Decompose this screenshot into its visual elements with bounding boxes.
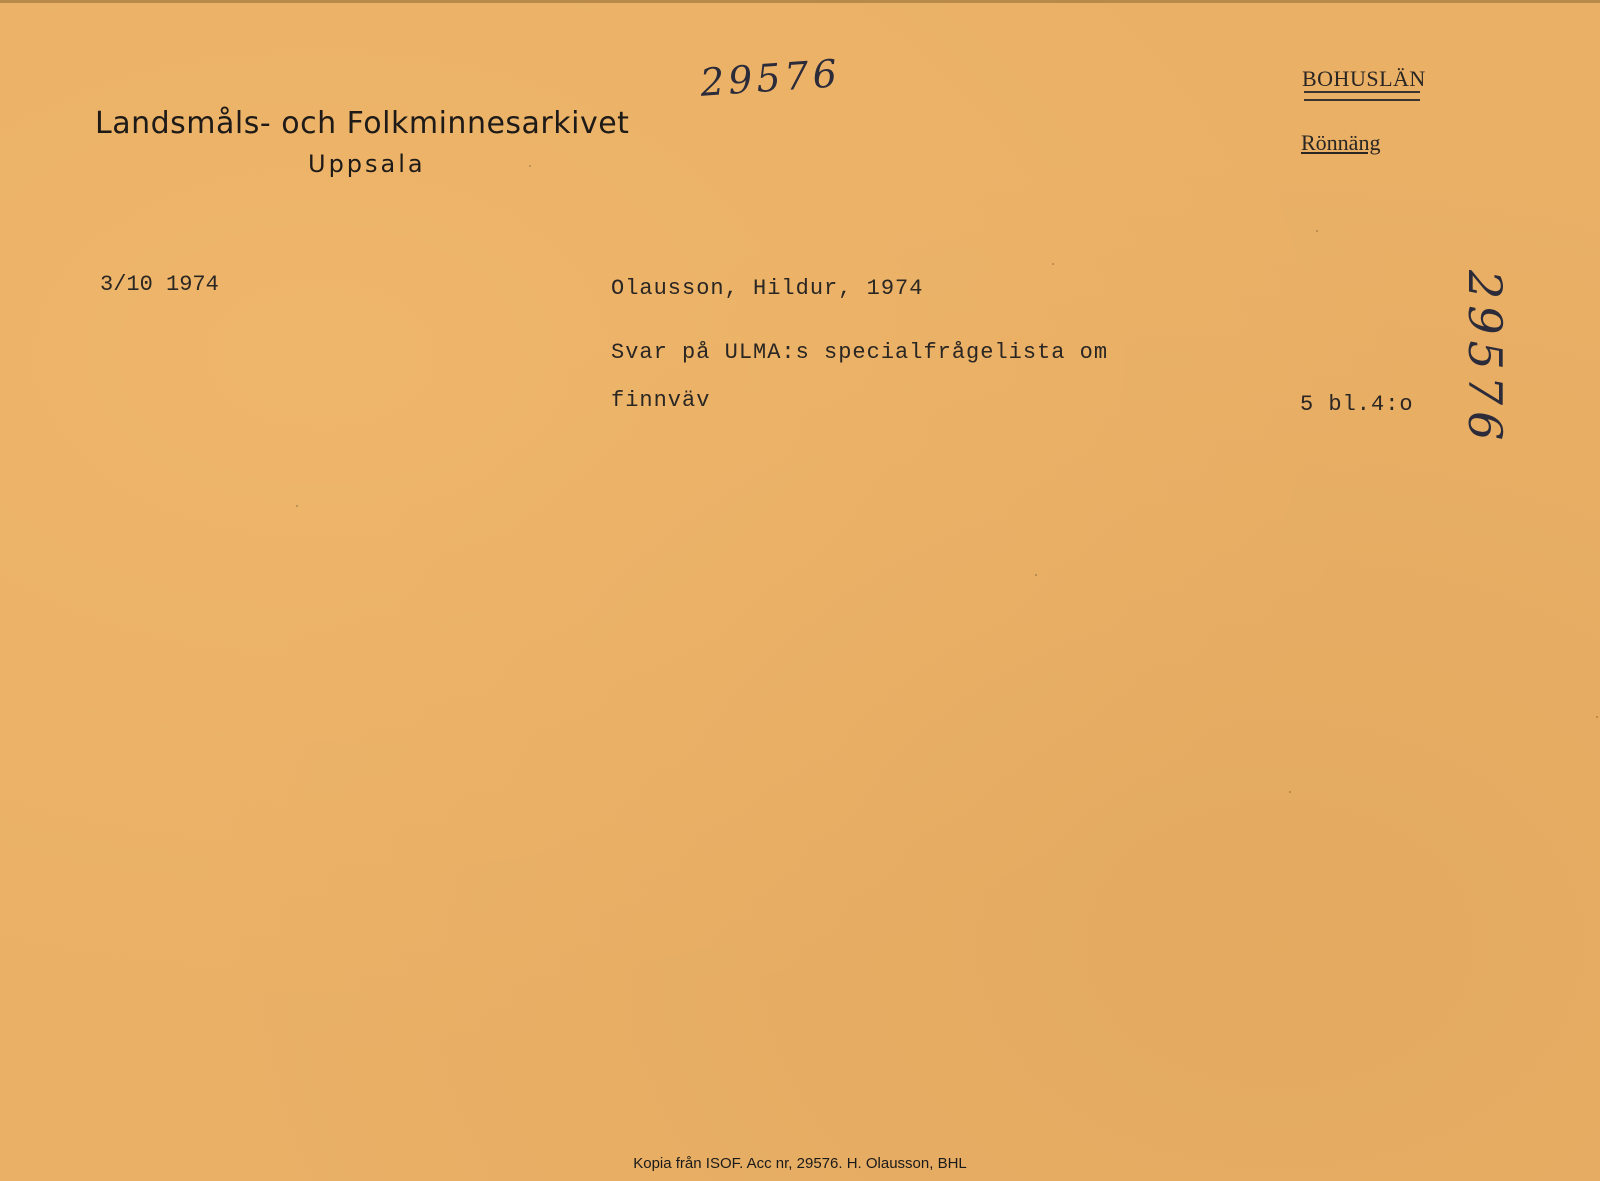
institution-name: Landsmåls- och Folkminnesarkivet: [95, 106, 630, 141]
paper-speck: [529, 165, 531, 167]
paper-speck: [1316, 230, 1318, 232]
institution-city: Uppsala: [308, 150, 426, 178]
record-date: 3/10 1974: [100, 272, 219, 297]
copy-footer: Kopia från ISOF. Acc nr, 29576. H. Olausson, BHL: [633, 1155, 967, 1172]
extent-label: 5 bl.4:o: [1300, 392, 1414, 417]
description-line-2: finnväv: [611, 388, 711, 413]
informant-name: Olausson, Hildur, 1974: [611, 276, 924, 301]
province-label: BOHUSLÄN: [1302, 66, 1426, 91]
vertical-accession-number: 29576: [1458, 270, 1512, 447]
parish-label: Rönnäng: [1301, 130, 1381, 155]
paper-speck: [296, 505, 298, 507]
card-top-edge: [0, 0, 1600, 3]
province-double-underline: [1304, 91, 1420, 101]
description-line-1: Svar på ULMA:s specialfrågelista om: [611, 340, 1109, 365]
paper-speck: [1289, 791, 1291, 793]
paper-speck: [1035, 574, 1037, 576]
paper-speck: [1052, 263, 1054, 265]
paper-speck: [1596, 716, 1598, 718]
handwritten-accession-number: 29576: [698, 51, 843, 105]
